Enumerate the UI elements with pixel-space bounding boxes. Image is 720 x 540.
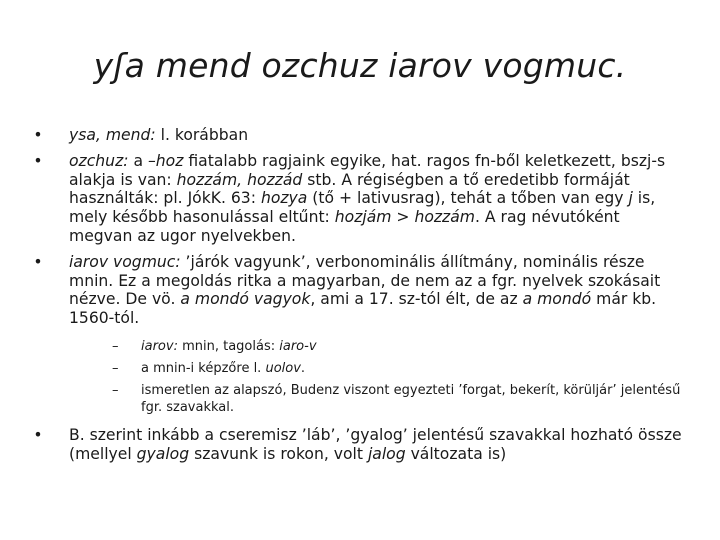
dash-icon: – [112,338,119,354]
bullet-text: ysa, mend: l. korábban [69,126,249,144]
sub-item-text: a mnin-i képzőre l. uolov. [141,361,306,377]
bullet-icon: • [33,425,43,444]
bullet-text: ozchuz: a –hoz fiatalabb ragjaink egyike, hat. ragos fn-ből keletkezett, bszj-s alakja is van: hozzám, hozzád stb. A régiségben a tő eredetibb formáját használták: pl. JókK. 63: hozya (tő + lativusrag), tehát a tőben van egy j is, mely később hasonulással eltűnt: hozjám > hozzám. A rag névutóként megvan az ugor nyelvekben. [69,151,666,245]
slide-title: yʃa mend ozchuz iarov vogmuc. [93,46,627,85]
dash-icon: – [112,383,119,399]
sub-item [69,339,682,355]
bullet-list [32,126,682,470]
sub-item-text: ismeretlen az alapszó, Budenz viszont egyezteti ’forgat, bekerít, körüljár’ jelentésű fgr. szavakkal. [141,383,681,415]
sub-item [69,361,682,377]
bullet-text: B. szerint inkább a cseremisz ’láb’, ’gyalog’ jelentésű szavakkal hozható össze (mellyel gyalog szavunk is rokon, volt jalog változata is) [69,425,682,463]
sub-list [69,339,682,416]
bullet-item [32,152,682,246]
bullet-icon: • [33,126,43,144]
sub-item-text: iarov: mnin, tagolás: iaro-v [141,338,317,354]
bullet-icon: • [33,252,43,271]
bullet-icon: • [33,151,43,170]
bullet-item [32,126,682,145]
bullet-item [32,426,682,464]
bullet-text: iarov vogmuc: ’járók vagyunk’, verbonominális állítmány, nominális része mnin. Ez a megoldás ritka a magyarban, de nem az a fgr. nyelvek szokásait nézve. De vö. a mondó vagyok, ami a 17. sz-tól élt, de az a mondó már kb. 1560-tól. [69,252,661,328]
sub-item [69,383,682,415]
bullet-item [32,253,682,416]
dash-icon: – [112,361,119,377]
